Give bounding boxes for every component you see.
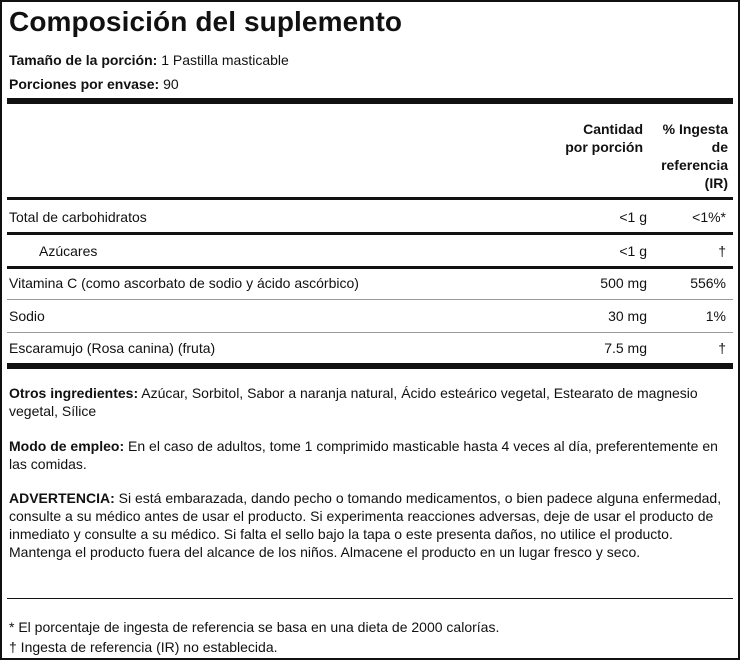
nutrient-row	[9, 243, 731, 261]
nutrient-ir: †	[718, 340, 726, 356]
nutrient-amount: <1 g	[619, 209, 647, 225]
other-ingredients-label: Otros ingredientes:	[9, 385, 139, 401]
nutrient-row	[9, 308, 731, 326]
serving-size-label: Tamaño de la porción:	[9, 52, 158, 68]
reference-intake-header: % Ingesta de referencia (IR)	[661, 121, 728, 191]
divider-row	[7, 266, 733, 269]
serving-size-value: 1 Pastilla masticable	[161, 52, 289, 68]
nutrient-name: Escaramujo (Rosa canina) (fruta)	[9, 340, 216, 356]
nutrient-amount: 30 mg	[608, 308, 647, 324]
usage-text: En el caso de adultos, tome 1 comprimido masticable hasta 4 veces al día, preferentemente en las comidas.	[9, 438, 718, 472]
panel-title: Composición del suplemento	[9, 6, 403, 37]
footnote-asterisk: * El porcentaje de ingesta de referencia se basa en una dieta de 2000 calorías.	[9, 619, 500, 635]
warning-text: Si está embarazada, dando pecho o tomando medicamentos, o bien padece alguna enfermedad, consulte a su médico antes de usar el producto. Si experimenta reacciones adversas, deje de usar el producto de inmediato y consulte a su médico. Si falta el sello bajo la tapa o este presenta daños, no utilice el producto. Mantenga el producto fuera del alcance de los niños. Almacene el producto en un lugar fresco y seco.	[9, 490, 722, 560]
divider-header	[7, 197, 733, 200]
divider-footnotes	[7, 598, 733, 599]
nutrient-name: Azúcares	[39, 243, 98, 259]
divider-thick	[7, 98, 733, 104]
footnote-dagger: † Ingesta de referencia (IR) no establecida.	[9, 639, 278, 655]
servings-per-container-label: Porciones por envase:	[9, 76, 160, 92]
amount-per-serving-header: Cantidad por porción	[565, 121, 643, 155]
nutrient-ir: 1%	[705, 308, 726, 324]
nutrient-amount: 500 mg	[600, 275, 647, 291]
nutrient-name: Vitamina C (como ascorbato de sodio y ácido ascórbico)	[9, 275, 359, 291]
usage-directions	[9, 437, 729, 473]
servings-per-container	[9, 76, 179, 92]
serving-size	[9, 52, 289, 68]
nutrient-ir: †	[718, 243, 726, 259]
nutrient-amount: 7.5 mg	[604, 340, 647, 356]
other-ingredients-text: Azúcar, Sorbitol, Sabor a naranja natural, Ácido esteárico vegetal, Estearato de magnesio vegetal, Sílice	[9, 385, 698, 419]
nutrient-row	[9, 209, 731, 227]
servings-per-container-value: 90	[163, 76, 179, 92]
nutrient-ir: 556%	[690, 275, 726, 291]
nutrient-row	[9, 275, 731, 293]
nutrient-name: Sodio	[9, 308, 45, 324]
divider-row	[7, 299, 733, 300]
other-ingredients	[9, 384, 729, 420]
usage-label: Modo de empleo:	[9, 438, 125, 454]
nutrient-name: Total de carbohidratos	[9, 209, 147, 225]
nutrient-row	[9, 340, 731, 358]
divider-thick	[7, 363, 733, 369]
warning-label: ADVERTENCIA:	[9, 490, 115, 506]
divider-row	[7, 232, 733, 235]
divider-row	[7, 332, 733, 333]
warning	[9, 489, 729, 561]
nutrient-amount: <1 g	[619, 243, 647, 259]
nutrient-ir: <1%*	[692, 209, 726, 225]
